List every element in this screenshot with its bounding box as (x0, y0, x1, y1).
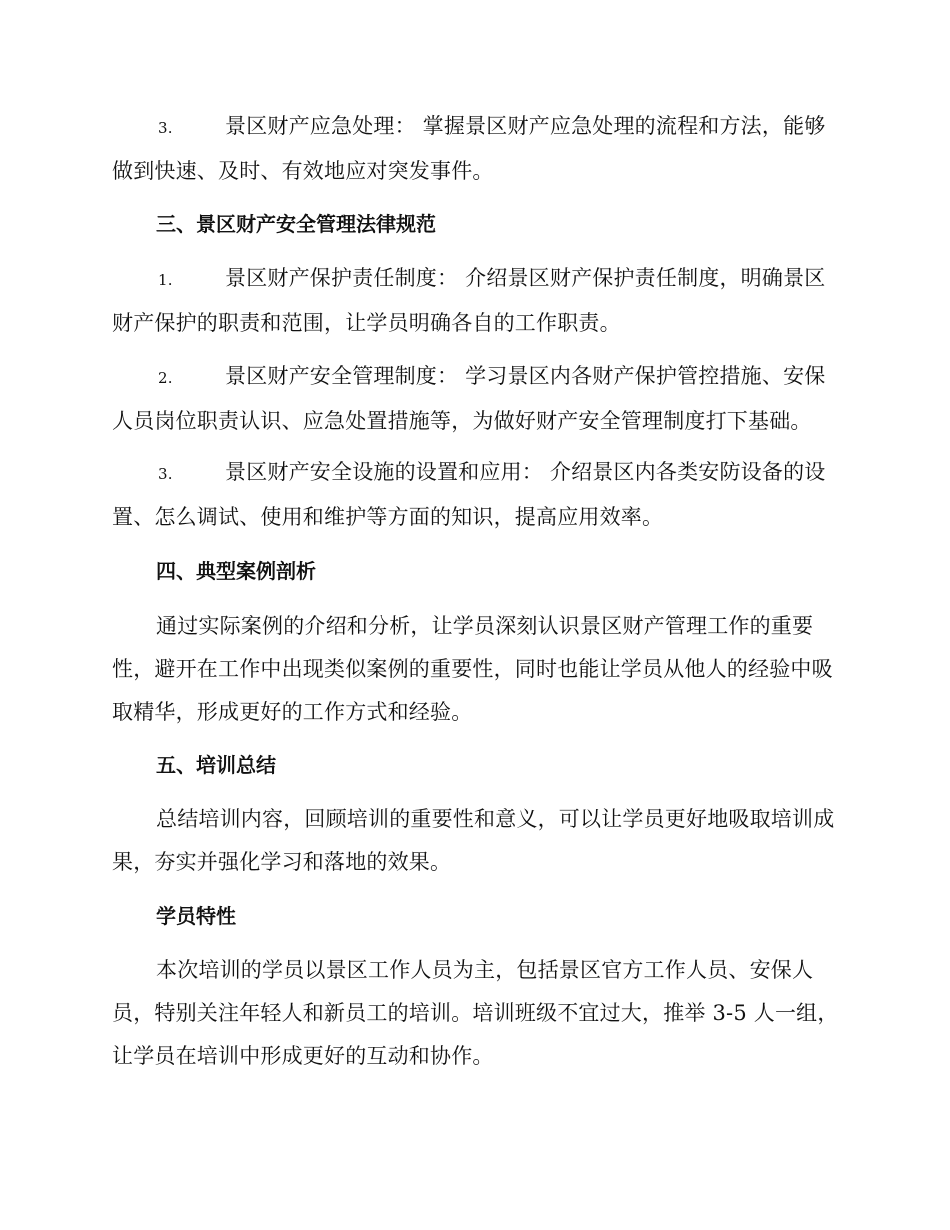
section-heading: 四、典型案例剖析 (156, 559, 316, 583)
list-item-text: 景区财产安全设施的设置和应用： 介绍景区内各类安防设备的设置、怎么调试、使用和维护等方面的知识，提高应用效率。 (112, 460, 826, 529)
section-heading: 三、景区财产安全管理法律规范 (156, 212, 436, 236)
list-item (112, 105, 842, 193)
list-number: 1. (158, 271, 173, 289)
list-number: 2. (158, 369, 173, 387)
list-number: 3. (158, 465, 173, 483)
list-item (112, 451, 842, 539)
list-item-text: 景区财产应急处理： 掌握景区财产应急处理的流程和方法，能够做到快速、及时、有效地应对突发事件。 (112, 114, 826, 183)
body-paragraph: 本次培训的学员以景区工作人员为主，包括景区官方工作人员、安保人员，特别关注年轻人和新员工的培训。培训班级不宜过大，推举 3-5 人一组，让学员在培训中形成更好的互动和协作。 (112, 958, 839, 1068)
list-item (112, 355, 842, 443)
list-number: 3. (158, 119, 173, 137)
body-paragraph: 总结培训内容，回顾培训的重要性和意义，可以让学员更好地吸取培训成果，夯实并强化学习和落地的效果。 (112, 807, 835, 874)
body-paragraph: 通过实际案例的介绍和分析，让学员深刻认识景区财产管理工作的重要性，避开在工作中出现类似案例的重要性，同时也能让学员从他人的经验中吸取精华，形成更好的工作方式和经验。 (112, 614, 833, 724)
section-heading: 五、培训总结 (156, 753, 276, 777)
section-heading: 学员特性 (156, 904, 236, 928)
list-item (112, 257, 842, 345)
list-item-text: 景区财产保护责任制度： 介绍景区财产保护责任制度，明确景区财产保护的职责和范围，让学员明确各自的工作职责。 (112, 266, 826, 335)
list-item-text: 景区财产安全管理制度： 学习景区内各财产保护管控措施、安保人员岗位职责认识、应急处置措施等，为做好财产安全管理制度打下基础。 (112, 364, 826, 433)
